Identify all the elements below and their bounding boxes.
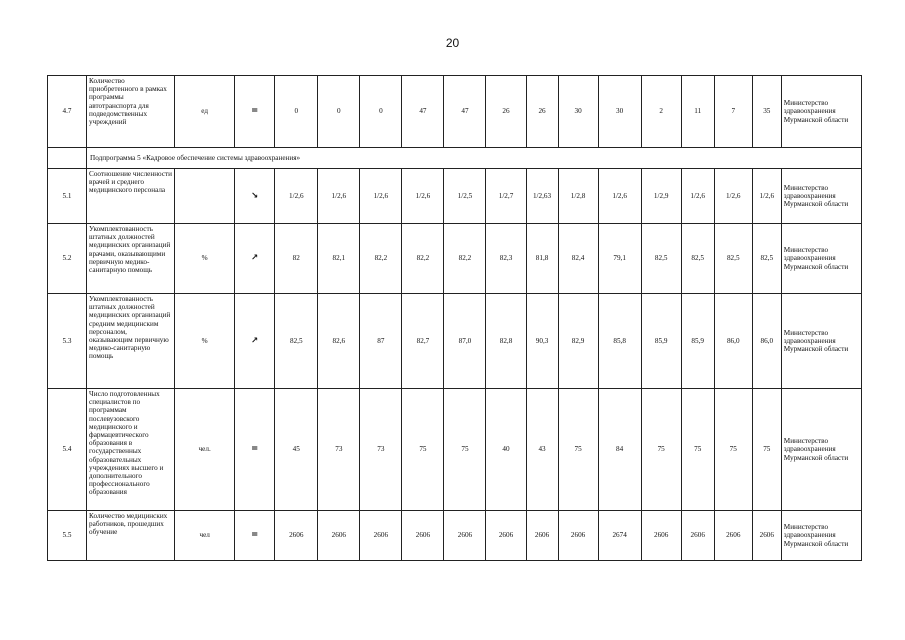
- row-number: 5.1: [48, 169, 87, 224]
- value-cell: 2: [641, 76, 681, 148]
- unit-cell: %: [175, 294, 235, 389]
- responsible-cell: Министерство здравоохранения Мурманской области: [781, 389, 861, 511]
- value-cell: 0: [360, 76, 402, 148]
- indicators-table: [47, 75, 862, 561]
- indicator-name: Количество приобретенного в рамках программы автотранспорта для подведомственных учреждений: [87, 76, 175, 148]
- value-cell: 45: [275, 389, 318, 511]
- row-number: 4.7: [48, 76, 87, 148]
- page-number: 20: [445, 36, 460, 50]
- value-cell: 82,9: [558, 294, 598, 389]
- responsible-cell: Министерство здравоохранения Мурманской области: [781, 511, 861, 561]
- value-cell: 82,5: [714, 224, 752, 294]
- value-cell: 82,6: [318, 294, 360, 389]
- value-cell: 35: [752, 76, 781, 148]
- value-cell: 1/2,6: [714, 169, 752, 224]
- value-cell: 1/2,6: [360, 169, 402, 224]
- value-cell: 87,0: [444, 294, 486, 389]
- value-cell: 2606: [275, 511, 318, 561]
- value-cell: 26: [526, 76, 558, 148]
- value-cell: 2606: [752, 511, 781, 561]
- value-cell: 82,1: [318, 224, 360, 294]
- trend-indicator: ↘: [235, 169, 275, 224]
- value-cell: 2674: [598, 511, 641, 561]
- value-cell: 1/2,6: [275, 169, 318, 224]
- value-cell: 47: [444, 76, 486, 148]
- value-cell: 2606: [681, 511, 714, 561]
- value-cell: 1/2,6: [681, 169, 714, 224]
- value-cell: 81,8: [526, 224, 558, 294]
- value-cell: 1/2,6: [318, 169, 360, 224]
- value-cell: 82,4: [558, 224, 598, 294]
- value-cell: 2606: [558, 511, 598, 561]
- value-cell: 82,5: [275, 294, 318, 389]
- value-cell: 1/2,8: [558, 169, 598, 224]
- value-cell: 2606: [641, 511, 681, 561]
- row-number: 5.4: [48, 389, 87, 511]
- subprogram-blank-cell: [48, 148, 87, 169]
- value-cell: 75: [402, 389, 444, 511]
- value-cell: 0: [318, 76, 360, 148]
- indicator-name: Число подготовленных специалистов по программам послевузовского медицинского и фармацевтического образования в государственных образовательных учреждениях высшего и дополнительного профессионального образования: [87, 389, 175, 511]
- value-cell: 2606: [402, 511, 444, 561]
- indicator-name: Укомплектованность штатных должностей медицинских организаций средним медицинским персоналом, оказывающим первичную медико-санитарную помощь: [87, 294, 175, 389]
- responsible-cell: Министерство здравоохранения Мурманской области: [781, 294, 861, 389]
- value-cell: 82,3: [486, 224, 526, 294]
- table-row: [48, 169, 862, 224]
- value-cell: 1/2,6: [752, 169, 781, 224]
- value-cell: 75: [444, 389, 486, 511]
- value-cell: 0: [275, 76, 318, 148]
- value-cell: 75: [752, 389, 781, 511]
- responsible-cell: Министерство здравоохранения Мурманской области: [781, 76, 861, 148]
- unit-cell: чел.: [175, 389, 235, 511]
- value-cell: 82,5: [681, 224, 714, 294]
- value-cell: 73: [360, 389, 402, 511]
- value-cell: 30: [598, 76, 641, 148]
- trend-indicator: ↗: [235, 224, 275, 294]
- value-cell: 1/2,5: [444, 169, 486, 224]
- value-cell: 47: [402, 76, 444, 148]
- value-cell: 7: [714, 76, 752, 148]
- trend-indicator: =: [235, 389, 275, 511]
- subprogram-row: [48, 148, 862, 169]
- value-cell: 2606: [318, 511, 360, 561]
- value-cell: 43: [526, 389, 558, 511]
- value-cell: 2606: [486, 511, 526, 561]
- unit-cell: %: [175, 224, 235, 294]
- value-cell: 30: [558, 76, 598, 148]
- trend-indicator: =: [235, 511, 275, 561]
- value-cell: 75: [714, 389, 752, 511]
- value-cell: 86,0: [714, 294, 752, 389]
- value-cell: 82,2: [444, 224, 486, 294]
- value-cell: 2606: [714, 511, 752, 561]
- value-cell: 2606: [360, 511, 402, 561]
- value-cell: 2606: [444, 511, 486, 561]
- table-row: [48, 76, 862, 148]
- value-cell: 40: [486, 389, 526, 511]
- indicator-name: Соотношение численности врачей и среднего медицинского персонала: [87, 169, 175, 224]
- value-cell: 79,1: [598, 224, 641, 294]
- table-row: [48, 511, 862, 561]
- value-cell: 85,8: [598, 294, 641, 389]
- trend-indicator: =: [235, 76, 275, 148]
- value-cell: 75: [558, 389, 598, 511]
- value-cell: 84: [598, 389, 641, 511]
- table-row: [48, 224, 862, 294]
- responsible-cell: Министерство здравоохранения Мурманской области: [781, 224, 861, 294]
- value-cell: 11: [681, 76, 714, 148]
- value-cell: 82,7: [402, 294, 444, 389]
- unit-cell: ед: [175, 76, 235, 148]
- unit-cell: чел: [175, 511, 235, 561]
- responsible-cell: Министерство здравоохранения Мурманской области: [781, 169, 861, 224]
- value-cell: 73: [318, 389, 360, 511]
- value-cell: 1/2,7: [486, 169, 526, 224]
- row-number: 5.3: [48, 294, 87, 389]
- value-cell: 75: [641, 389, 681, 511]
- table-row: [48, 294, 862, 389]
- value-cell: 82,5: [752, 224, 781, 294]
- value-cell: 82,2: [360, 224, 402, 294]
- value-cell: 1/2,9: [641, 169, 681, 224]
- indicator-name: Количество медицинских работников, прошедших обучение: [87, 511, 175, 561]
- value-cell: 87: [360, 294, 402, 389]
- value-cell: 26: [486, 76, 526, 148]
- value-cell: 75: [681, 389, 714, 511]
- unit-cell: [175, 169, 235, 224]
- trend-indicator: ↗: [235, 294, 275, 389]
- value-cell: 1/2,6: [598, 169, 641, 224]
- value-cell: 85,9: [641, 294, 681, 389]
- value-cell: 82,5: [641, 224, 681, 294]
- row-number: 5.5: [48, 511, 87, 561]
- indicator-name: Укомплектованность штатных должностей медицинских организаций врачами, оказывающими первичную медико-санитарную помощь: [87, 224, 175, 294]
- value-cell: 85,9: [681, 294, 714, 389]
- value-cell: 90,3: [526, 294, 558, 389]
- value-cell: 82: [275, 224, 318, 294]
- table-row: [48, 389, 862, 511]
- value-cell: 82,2: [402, 224, 444, 294]
- value-cell: 86,0: [752, 294, 781, 389]
- subprogram-title: Подпрограмма 5 «Кадровое обеспечение системы здравоохранения»: [87, 148, 862, 169]
- value-cell: 1/2,63: [526, 169, 558, 224]
- value-cell: 82,8: [486, 294, 526, 389]
- row-number: 5.2: [48, 224, 87, 294]
- value-cell: 2606: [526, 511, 558, 561]
- value-cell: 1/2,6: [402, 169, 444, 224]
